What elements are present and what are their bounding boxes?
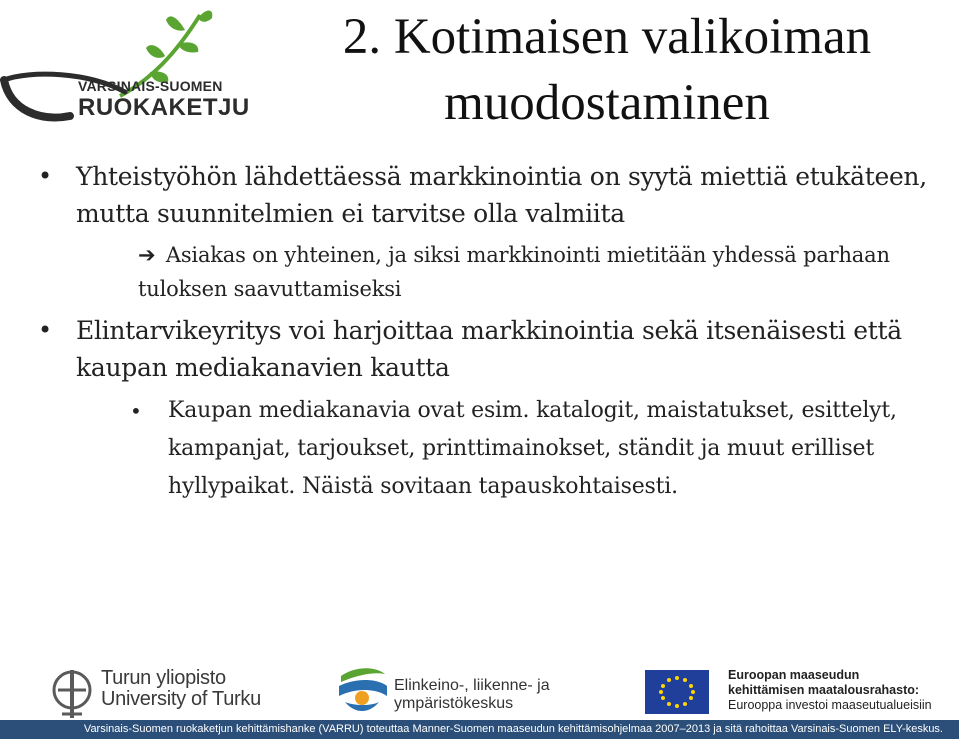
- bullet-2-text: Elintarvikeyritys voi harjoittaa markkinointia sekä itsenäisesti että kaupan mediakanavien kautta: [76, 316, 902, 382]
- footer-text: Varsinais-Suomen ruokaketjun kehittämishanke (VARRU) toteuttaa Manner-Suomen maaseudun kehittämisohjelmaa 2007–2013 ja sitä rahoittaa Varsinais-Suomen ELY-keskus.: [83, 723, 943, 735]
- bullet-2-sub-text: Kaupan mediakanavia ovat esim. katalogit, maistatukset, esittelyt, kampanjat, tarjoukset, printtimainokset, ständit ja muut erilliset hyllypaikat. Näistä sovitaan tapauskohtaisesti.: [168, 398, 897, 499]
- utu-line-1: Turun yliopisto: [101, 667, 226, 689]
- bullet-dot-icon: •: [38, 316, 52, 344]
- slide-content: [38, 158, 953, 512]
- bullet-dot-icon: •: [130, 399, 142, 423]
- utu-name: [101, 668, 261, 710]
- bullet-1-sub-text: Asiakas on yhteinen, ja siksi markkinointi mietitään yhdessä parhaan tuloksen saavuttamiseksi: [138, 243, 890, 301]
- slide-title: [262, 4, 952, 136]
- bullet-dot-icon: •: [38, 162, 52, 190]
- eu-flag-icon: [645, 670, 709, 714]
- varru-logo: [0, 0, 250, 130]
- bullet-1: [38, 158, 953, 232]
- partner-logos: [0, 650, 959, 730]
- logo-line-2: RUOKAKETJU: [78, 94, 250, 121]
- eu-line-2: kehittämisen maatalousrahasto:: [728, 683, 920, 697]
- ely-line-1: Elinkeino-, liikenne- ja: [394, 677, 550, 694]
- logo-line-1: VARSINAIS-SUOMEN: [78, 78, 223, 94]
- university-of-turku-emblem-icon: [50, 666, 94, 722]
- ely-centre-logo-icon: [335, 666, 389, 718]
- bullet-1-text: Yhteistyöhön lähdettäessä markkinointia on syytä miettiä etukäteen, mutta suunnitelmien ei tarvitse olla valmiita: [76, 162, 927, 228]
- bullet-1-sub: [138, 238, 953, 306]
- ely-line-2: ympäristökeskus: [394, 695, 514, 712]
- title-line-2: muodostaminen: [444, 75, 770, 131]
- footer-bar: [0, 720, 959, 739]
- bullet-2: [38, 312, 953, 386]
- arrow-right-icon: ➔: [138, 243, 156, 267]
- eu-line-1: Euroopan maaseudun: [728, 668, 860, 682]
- ely-name: [394, 677, 550, 713]
- eu-line-3: Eurooppa investoi maaseutualueisiin: [728, 698, 932, 712]
- eu-fund-text: [728, 668, 932, 713]
- title-line-1: 2. Kotimaisen valikoiman: [342, 9, 872, 65]
- utu-line-2: University of Turku: [101, 688, 261, 710]
- bullet-2-sub: [130, 392, 953, 506]
